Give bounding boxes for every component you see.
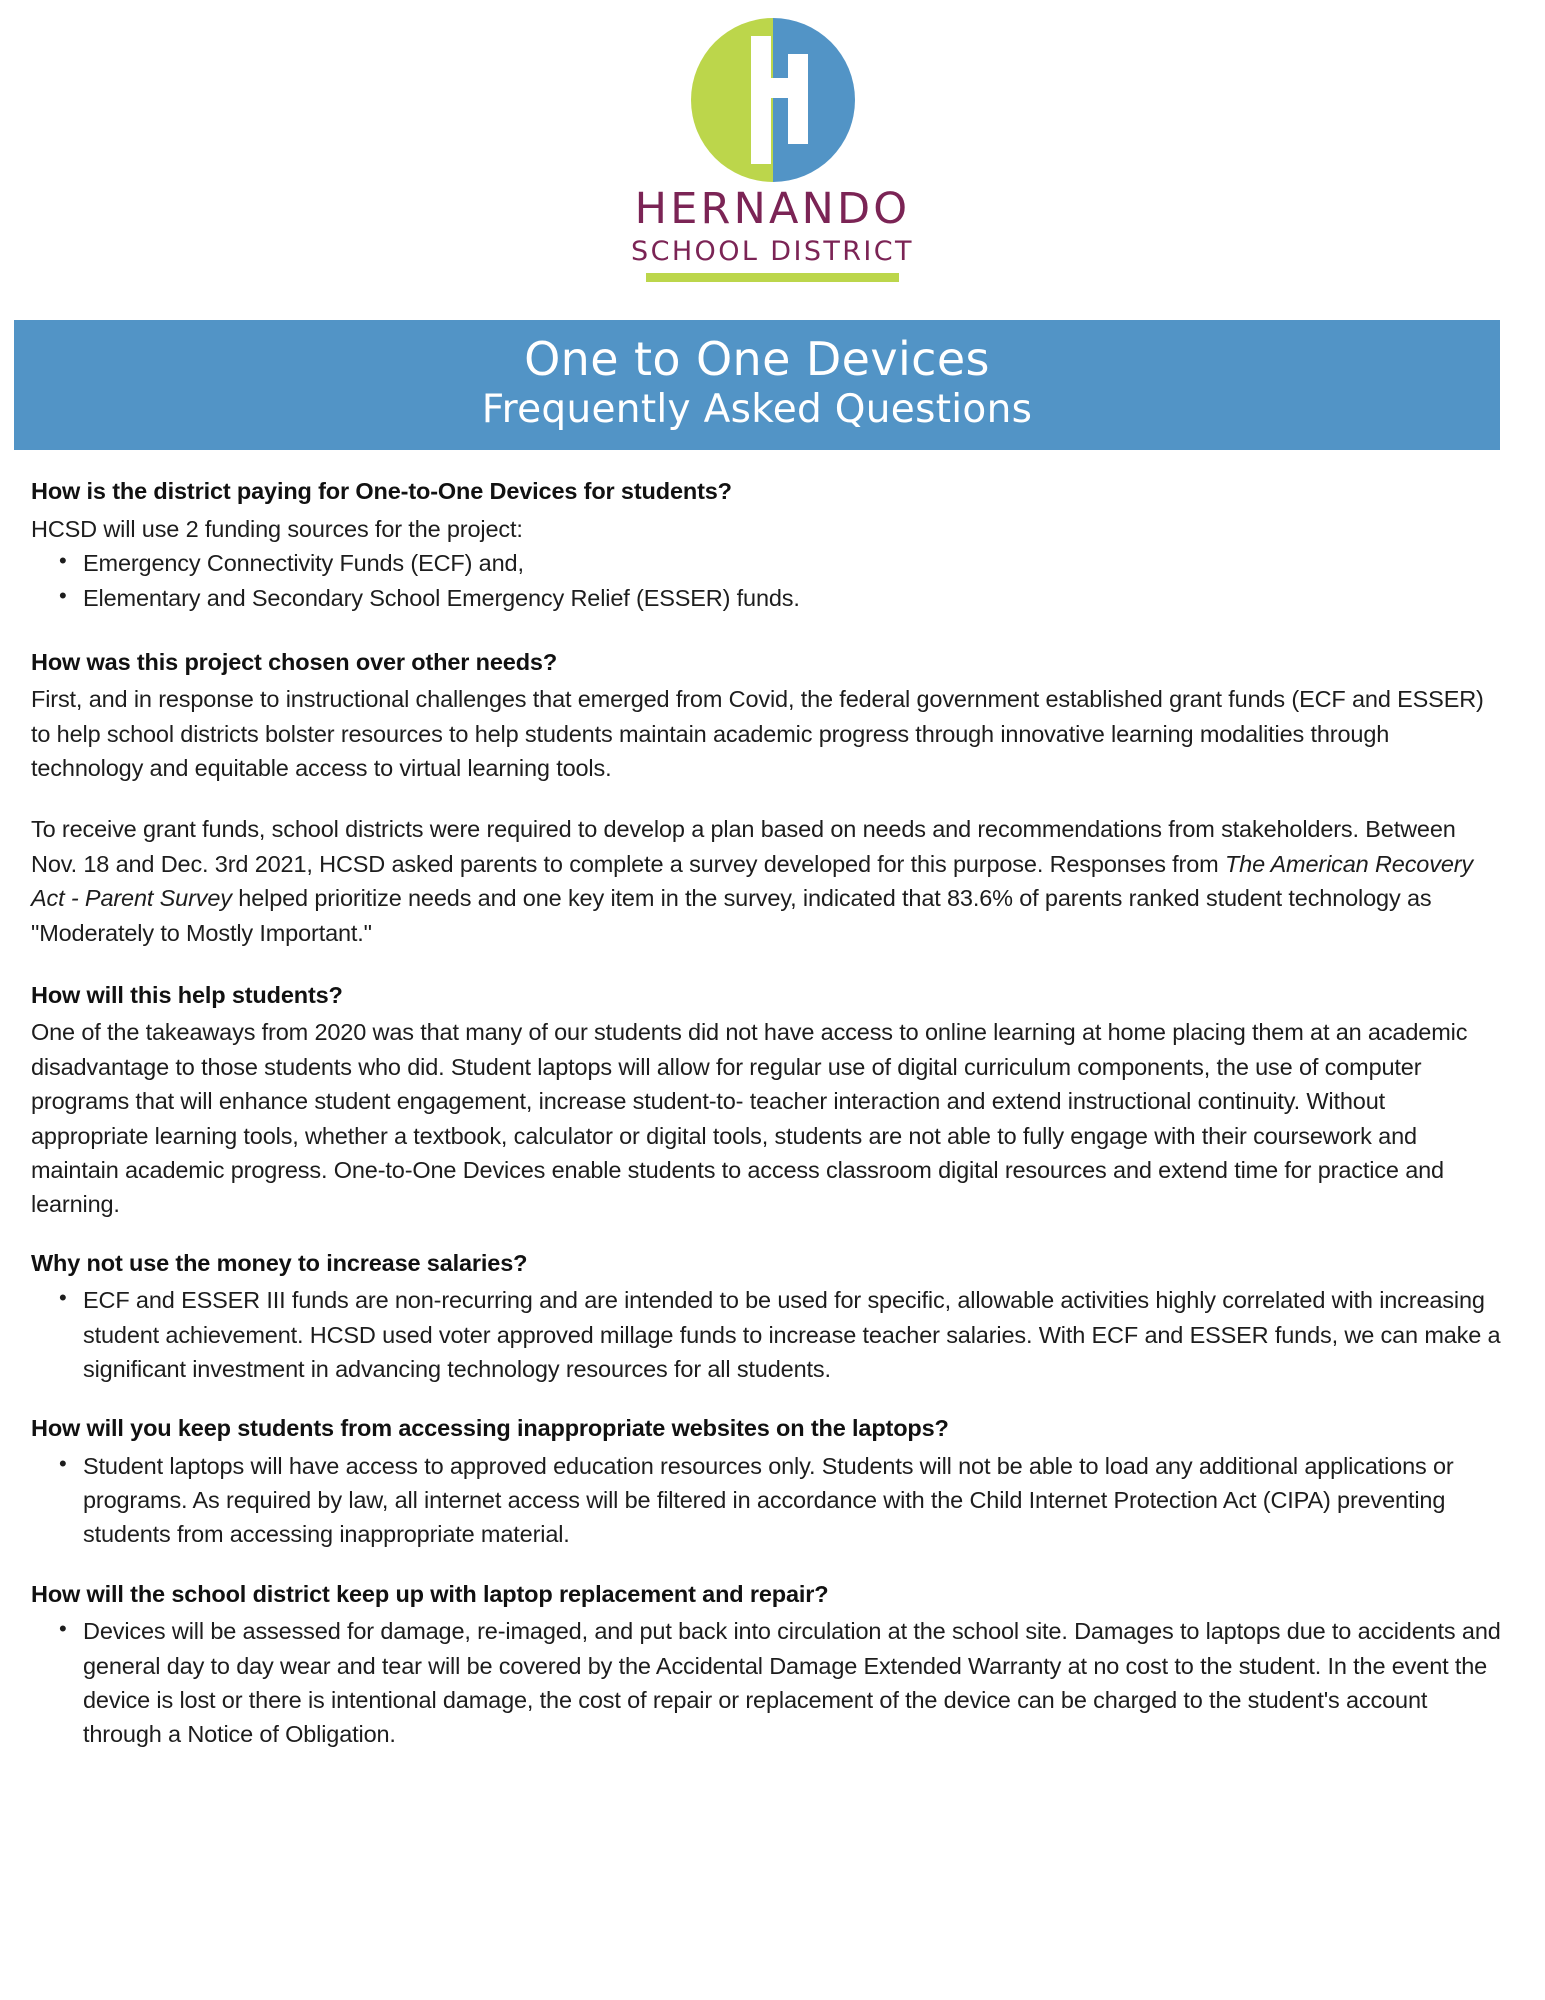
logo-wordmark: HERNANDO (634, 184, 911, 234)
faq-intro-text: HCSD will use 2 funding sources for the project: (31, 515, 523, 542)
logo-subwordmark: SCHOOL DISTRICT (631, 236, 914, 267)
district-logo-header (0, 0, 1545, 282)
logo-green-rule (646, 273, 899, 282)
list-item: • ECF and ESSER III funds are non-recurring and are intended to be used for specific, allowable activities highly correlated with increasing student achievement. HCSD used voter approved millage funds to increase teacher salaries. With ECF and ESSER funds, we can make a significant investment in advancing technology resources for all students. (83, 1283, 1505, 1386)
hernando-h-circle-icon (687, 14, 859, 186)
faq-question: How will the school district keep up with laptop replacement and repair? (31, 1580, 829, 1607)
page-title-banner (14, 320, 1500, 450)
faq-item-web-filtering (31, 1413, 1505, 1552)
faq-question: How will you keep students from accessing inappropriate websites on the laptops? (31, 1415, 949, 1442)
page-subtitle: Frequently Asked Questions (481, 386, 1033, 432)
faq-item-replacement-repair (31, 1579, 1505, 1752)
faq-paragraph: First, and in response to instructional challenges that emerged from Covid, the federal government established grant funds (ECF and ESSER) to help school districts bolster resources to help students maintain academic progress through innovative learning modalities through technology and equitable access to virtual learning tools. (31, 686, 1484, 781)
faq-paragraph: One of the takeaways from 2020 was that many of our students did not have access to online learning at home placing them at an academic disadvantage to those students who did. Student laptops will allow for regular use of digital curriculum components, the use of computer programs that will enhance student engagement, increase student-to- teacher interaction and extend instructional continuity. Without appropriate learning tools, whether a textbook, calculator or digital tools, students are not able to fully engage with their coursework and maintain academic progress. One-to-One Devices enable students to access classroom digital resources and extend time for practice and learning. (31, 1019, 1468, 1218)
page-title: One to One Devices (524, 332, 990, 386)
faq-content (0, 450, 1545, 1782)
section-spacer (31, 1553, 1505, 1579)
faq-question: How was this project chosen over other needs? (31, 648, 558, 675)
faq-question: How is the district paying for One-to-One Devices for students? (31, 478, 732, 505)
section-spacer (31, 1222, 1505, 1248)
section-spacer (31, 617, 1505, 647)
faq-paragraph-survey (31, 812, 1505, 950)
faq-item-project-chosen (31, 647, 1505, 950)
faq-question: How will this help students? (31, 982, 343, 1009)
faq-bullet-list (31, 546, 1505, 616)
survey-title-italic: The American Recovery Act - Parent Survey (31, 850, 1474, 912)
list-item: • Devices will be assessed for damage, re-imaged, and put back into circulation at the school site. Damages to laptops due to accidents and general day to day wear and tear will be covered by the Accidental Damage Extended Warranty at no cost to the student. In the event the device is lost or there is intentional damage, the cost of repair or replacement of the device can be charged to the student's account through a Notice of Obligation. (83, 1614, 1505, 1752)
faq-bullet-list (31, 1449, 1505, 1552)
faq-item-funding (31, 476, 1505, 616)
faq-paragraph-part-1: To receive grant funds, school districts were required to develop a plan based on needs and recommendations from stakeholders. Between Nov. 18 and Dec. 3rd 2021, HCSD asked parents to complete a survey developed for this purpose. Responses from (31, 816, 1456, 877)
faq-item-help-students (31, 980, 1505, 1222)
faq-bullet-list (31, 1614, 1505, 1752)
section-spacer (31, 1387, 1505, 1413)
faq-item-salaries (31, 1248, 1505, 1387)
list-item: • Elementary and Secondary School Emergency Relief (ESSER) funds. (83, 581, 1505, 615)
list-item: • Emergency Connectivity Funds (ECF) and, (83, 546, 1505, 580)
faq-question: Why not use the money to increase salaries? (31, 1249, 528, 1276)
faq-paragraph-part-2: helped prioritize needs and one key item in the survey, indicated that 83.6% of parents ranked student technology as "Moderately to Mostly Important." (31, 885, 1432, 946)
faq-bullet-list (31, 1283, 1505, 1386)
list-item: • Student laptops will have access to approved education resources only. Students will not be able to load any additional applications or programs. As required by law, all internet access will be filtered in accordance with the Child Internet Protection Act (CIPA) preventing students from accessing inappropriate material. (83, 1449, 1505, 1552)
section-spacer (31, 950, 1505, 980)
